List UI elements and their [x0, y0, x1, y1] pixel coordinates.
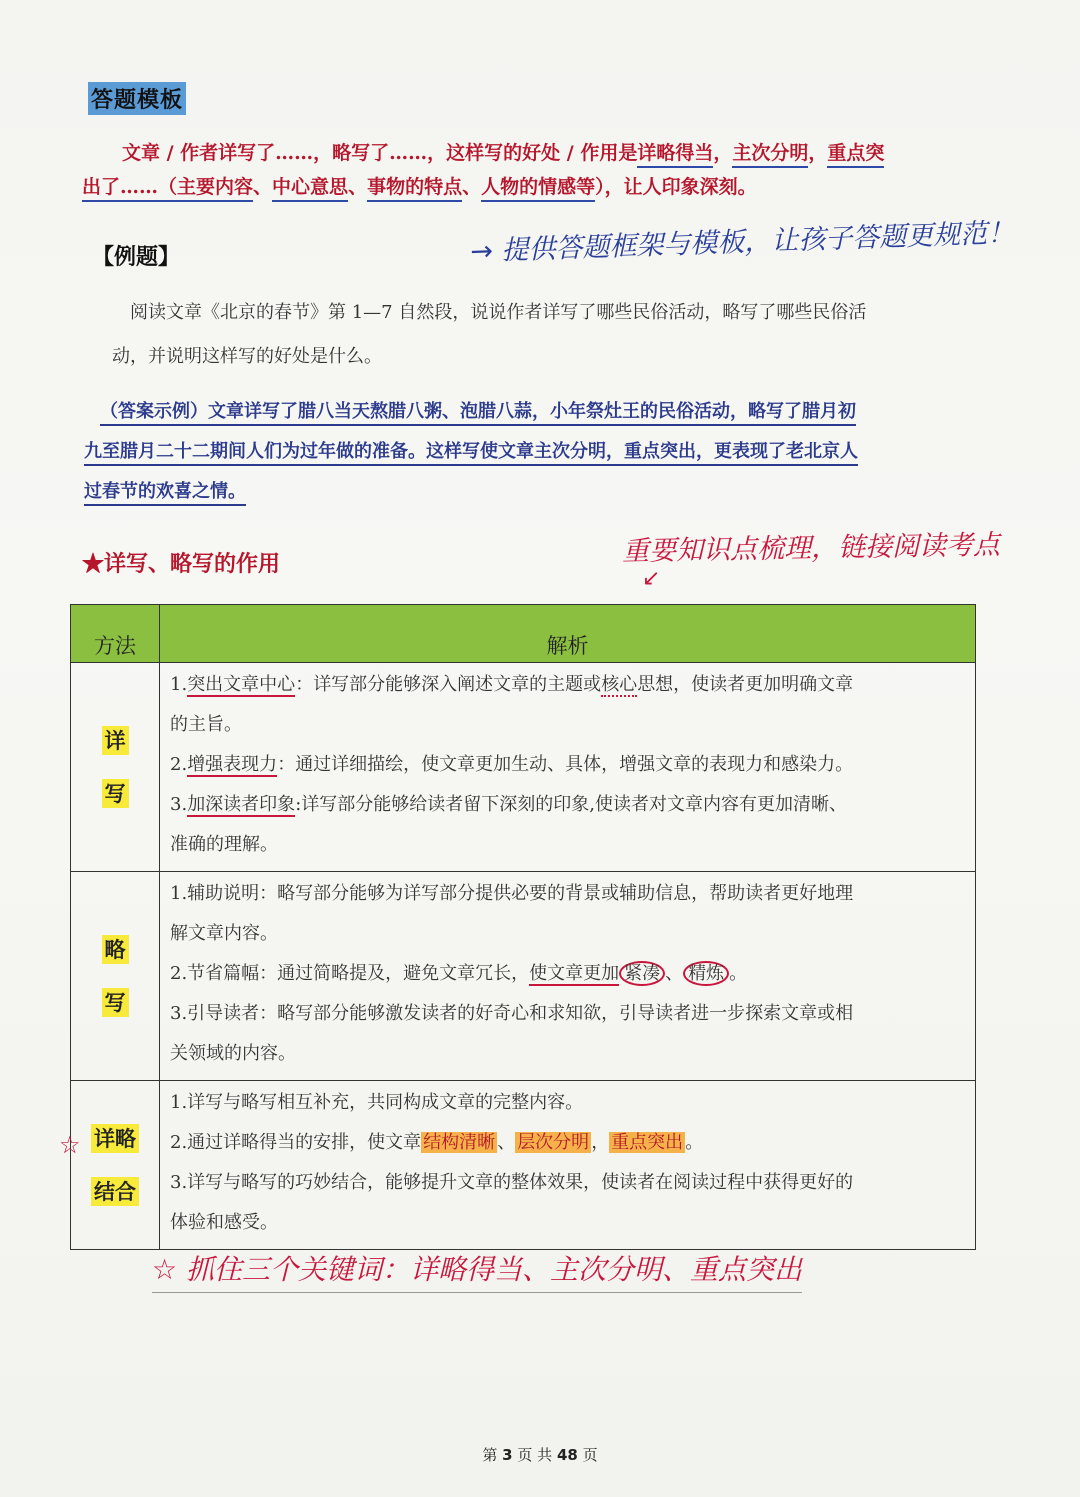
handwritten-note-section: 重要知识点梳理，链接阅读考点 [621, 529, 1001, 568]
handwritten-arrow-icon: ↙ [642, 566, 661, 591]
handwritten-note-template: → 提供答题框架与模板，让孩子答题更规范！ [469, 217, 1015, 268]
list-item: 1.辅助说明：略写部分能够为详写部分提供必要的背景或辅助信息，帮助读者更好地理 [170, 883, 854, 904]
row-label-combined: ☆ 详略 结合 [71, 1081, 160, 1250]
list-item: 1.突出文章中心：详写部分能够深入阐述文章的主题或核心思想，使读者更加明确文章 [170, 674, 854, 695]
example-question-line-2: 动，并说明这样写的好处是什么。 [112, 346, 382, 367]
example-answer-line-1: （答案示例）文章详写了腊八当天熬腊八粥、泡腊八蒜，小年祭灶王的民俗活动，略写了腊月初 [100, 397, 856, 426]
list-item: 2.增强表现力：通过详细描绘，使文章更加生动、具体，增强文章的表现力和感染力。 [170, 754, 854, 775]
table-row [71, 872, 976, 1081]
template-line-1: 文章 / 作者详写了……，略写了……，这样写的好处 / 作用是详略得当，主次分明，重点突 [122, 138, 884, 165]
row-content-combined: 1.详写与略写相互补充，共同构成文章的完整内容。 2.通过详略得当的安排，使文章 结构清晰 、 层次分明 ， 重点突出 。 3.详写与略写的巧妙结合，能够提升文章的整体效果，使读者在阅读过程中获得更好的 体验和感受。 [160, 1081, 976, 1250]
handwritten-note-bottom: ☆ 抓住三个关键词：详略得当、主次分明、重点突出 [152, 1248, 802, 1293]
example-title: 【例题】 [92, 244, 181, 270]
list-item: 2.通过详略得当的安排，使文章 结构清晰 、 层次分明 ， 重点突出 。 [170, 1132, 704, 1153]
example-answer-line-2: 九至腊月二十二期间人们为过年做的准备。这样写使文章主次分明，重点突出，更表现了老北京人 [84, 437, 858, 466]
list-item: 3.详写与略写的巧妙结合，能够提升文章的整体效果，使读者在阅读过程中获得更好的 [170, 1172, 854, 1193]
template-title: 答题模板 [88, 82, 186, 115]
example-question-line-1: 阅读文章《北京的春节》第 1—7 自然段，说说作者详写了哪些民俗活动，略写了哪些民俗活 [130, 302, 867, 323]
row-content-brief: 1.辅助说明：略写部分能够为详写部分提供必要的背景或辅助信息，帮助读者更好地理 解文章内容。 2.节省篇幅：通过简略提及，避免文章冗长，使文章更加 紧凑 、 精炼 。 3.引导读者：略写部分能够激发读者的好奇心和求知欲，引导读者进一步探索文章或相 关领域的内容。 [160, 872, 976, 1081]
template-line-2: 出了……（主要内容、中心意思、事物的特点、人物的情感等），让人印象深刻。 [82, 172, 757, 199]
list-item: 3.加深读者印象:详写部分能够给读者留下深刻的印象,使读者对文章内容有更加清晰、 [170, 794, 847, 815]
page-total: 48 [556, 1446, 578, 1464]
table-row [71, 663, 976, 872]
header-method: 方法 [71, 605, 160, 663]
page-number: 3 [502, 1446, 513, 1464]
list-item: 1.详写与略写相互补充，共同构成文章的完整内容。 [170, 1092, 584, 1113]
circled-word: 精炼 [683, 961, 729, 986]
function-table [59, 604, 976, 1250]
row-label-brief: 略 写 [71, 872, 160, 1081]
list-item: 3.引导读者：略写部分能够激发读者的好奇心和求知欲，引导读者进一步探索文章或相 [170, 1003, 854, 1024]
row-content-detailed: 1.突出文章中心：详写部分能够深入阐述文章的主题或核心思想，使读者更加明确文章 的主旨。 2.增强表现力：通过详细描绘，使文章更加生动、具体，增强文章的表现力和感染力。 3.加深读者印象:详写部分能够给读者留下深刻的印象,使读者对文章内容有更加清晰、 准确的理解。 [160, 663, 976, 872]
row-label-detailed: 详 写 [71, 663, 160, 872]
page-footer: 第 3 页 共 48 页 [482, 1446, 598, 1464]
star-icon: ☆ [59, 1131, 81, 1159]
header-analysis: 解析 [160, 605, 976, 663]
table-header-row [71, 605, 976, 663]
table-row [71, 1081, 976, 1250]
section-title: ★详写、略写的作用 [82, 551, 281, 577]
list-item: 2.节省篇幅：通过简略提及，避免文章冗长，使文章更加 紧凑 、 精炼 。 [170, 963, 748, 984]
example-answer-line-3: 过春节的欢喜之情。 [84, 477, 246, 506]
circled-word: 紧凑 [619, 961, 665, 986]
